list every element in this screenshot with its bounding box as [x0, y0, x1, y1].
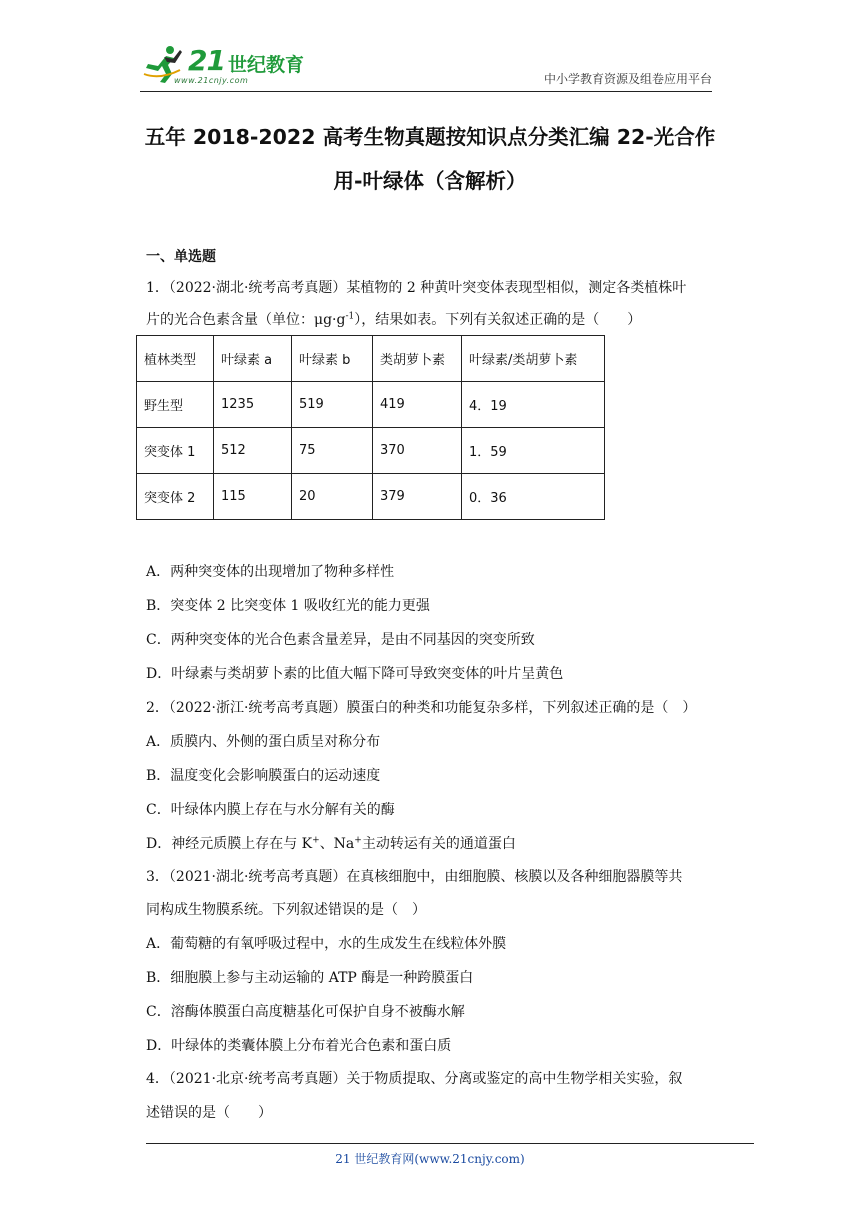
q2-option-d-mid: 、Na — [319, 836, 355, 852]
table-header-row — [137, 336, 605, 382]
q4-stem-line-1: 4．（2021·北京·统考高考真题）关于物质提取、分离或鉴定的高中生物学相关实验，叙 — [146, 1071, 683, 1087]
q3-stem-line-1: 3．（2021·湖北·统考高考真题）在真核细胞中，由细胞膜、核膜以及各种细胞器膜等共 — [146, 869, 683, 885]
q3-option-d: D．叶绿体的类囊体膜上分布着光合色素和蛋白质 — [146, 1038, 452, 1054]
table-cell: 野生型 — [137, 382, 214, 428]
table-cell: 1．59 — [462, 428, 605, 474]
table-cell: 0．36 — [462, 474, 605, 520]
q1-option-d: D．叶绿素与类胡萝卜素的比值大幅下降可导致突变体的叶片呈黄色 — [146, 666, 564, 682]
header-tagline: 中小学教育资源及组卷应用平台 — [543, 72, 712, 86]
q1-option-c: C．两种突变体的光合色素含量差异，是由不同基因的突变所致 — [146, 632, 535, 648]
table-header-cell: 叶绿素 b — [292, 336, 373, 382]
table-cell: 512 — [214, 428, 292, 474]
q1-option-b: B．突变体 2 比突变体 1 吸收红光的能力更强 — [146, 598, 430, 614]
table-row — [137, 428, 605, 474]
q1-stem-pre: 片的光合色素含量（单位：μg·g — [146, 312, 346, 328]
table-cell: 突变体 1 — [137, 428, 214, 474]
table-header-cell: 类胡萝卜素 — [373, 336, 462, 382]
header-divider — [140, 91, 712, 92]
q3-option-b: B．细胞膜上参与主动运输的 ATP 酶是一种跨膜蛋白 — [146, 970, 474, 986]
document-title-line-1: 五年 2018-2022 高考生物真题按知识点分类汇编 22-光合作 — [144, 125, 716, 149]
q1-stem-post: ），结果如表。下列有关叙述正确的是（ ） — [354, 312, 642, 328]
q2-option-d-sup-1: + — [312, 835, 320, 846]
q2-option-a: A．质膜内、外侧的蛋白质呈对称分布 — [146, 734, 381, 750]
footer-link[interactable]: 21 世纪教育网(www.21cnjy.com) — [335, 1152, 525, 1166]
site-logo[interactable] — [140, 44, 310, 88]
q1-stem-line-2 — [146, 309, 641, 329]
table-header-cell: 植林类型 — [137, 336, 214, 382]
q1-option-a: A．两种突变体的出现增加了物种多样性 — [146, 564, 395, 580]
table-cell: 1235 — [214, 382, 292, 428]
q2-option-d — [146, 833, 516, 853]
q2-option-d-post: 主动转运有关的通道蛋白 — [361, 836, 516, 852]
table-cell: 4．19 — [462, 382, 605, 428]
table-cell: 115 — [214, 474, 292, 520]
table-cell: 20 — [292, 474, 373, 520]
logo-number: 21 — [188, 44, 225, 77]
table-row — [137, 474, 605, 520]
table-header-cell: 叶绿素/类胡萝卜素 — [462, 336, 605, 382]
q2-option-d-sup-2: + — [354, 835, 362, 846]
q3-option-a: A．葡萄糖的有氧呼吸过程中，水的生成发生在线粒体外膜 — [146, 936, 507, 952]
table-cell: 突变体 2 — [137, 474, 214, 520]
q1-stem-sup: -1 — [345, 311, 355, 322]
table-cell: 370 — [373, 428, 462, 474]
table-cell: 379 — [373, 474, 462, 520]
table-cell: 519 — [292, 382, 373, 428]
page-header — [140, 40, 712, 92]
q2-option-b: B．温度变化会影响膜蛋白的运动速度 — [146, 768, 381, 784]
logo-text: 世纪教育 — [228, 54, 305, 76]
q3-stem-line-2: 同构成生物膜系统。下列叙述错误的是（ ） — [146, 902, 426, 918]
section-heading: 一、单选题 — [146, 249, 216, 265]
footer-divider — [146, 1143, 754, 1144]
q2-option-d-pre: D．神经元质膜上存在与 K — [146, 836, 313, 852]
table-row — [137, 382, 605, 428]
q4-stem-line-2: 述错误的是（ ） — [146, 1105, 272, 1121]
pigment-table — [136, 335, 605, 520]
table-cell: 75 — [292, 428, 373, 474]
q1-stem-line-1: 1．（2022·湖北·统考高考真题）某植物的 2 种黄叶突变体表现型相似，测定各类植株叶 — [146, 280, 687, 296]
table-cell: 419 — [373, 382, 462, 428]
q2-option-c: C．叶绿体内膜上存在与水分解有关的酶 — [146, 802, 395, 818]
q2-stem: 2．（2022·浙江·统考高考真题）膜蛋白的种类和功能复杂多样，下列叙述正确的是（ ） — [146, 700, 697, 716]
q3-option-c: C．溶酶体膜蛋白高度糖基化可保护自身不被酶水解 — [146, 1004, 465, 1020]
document-title-line-2: 用-叶绿体（含解析） — [333, 169, 527, 193]
logo-url: www.21cnjy.com — [174, 76, 249, 85]
table-header-cell: 叶绿素 a — [214, 336, 292, 382]
